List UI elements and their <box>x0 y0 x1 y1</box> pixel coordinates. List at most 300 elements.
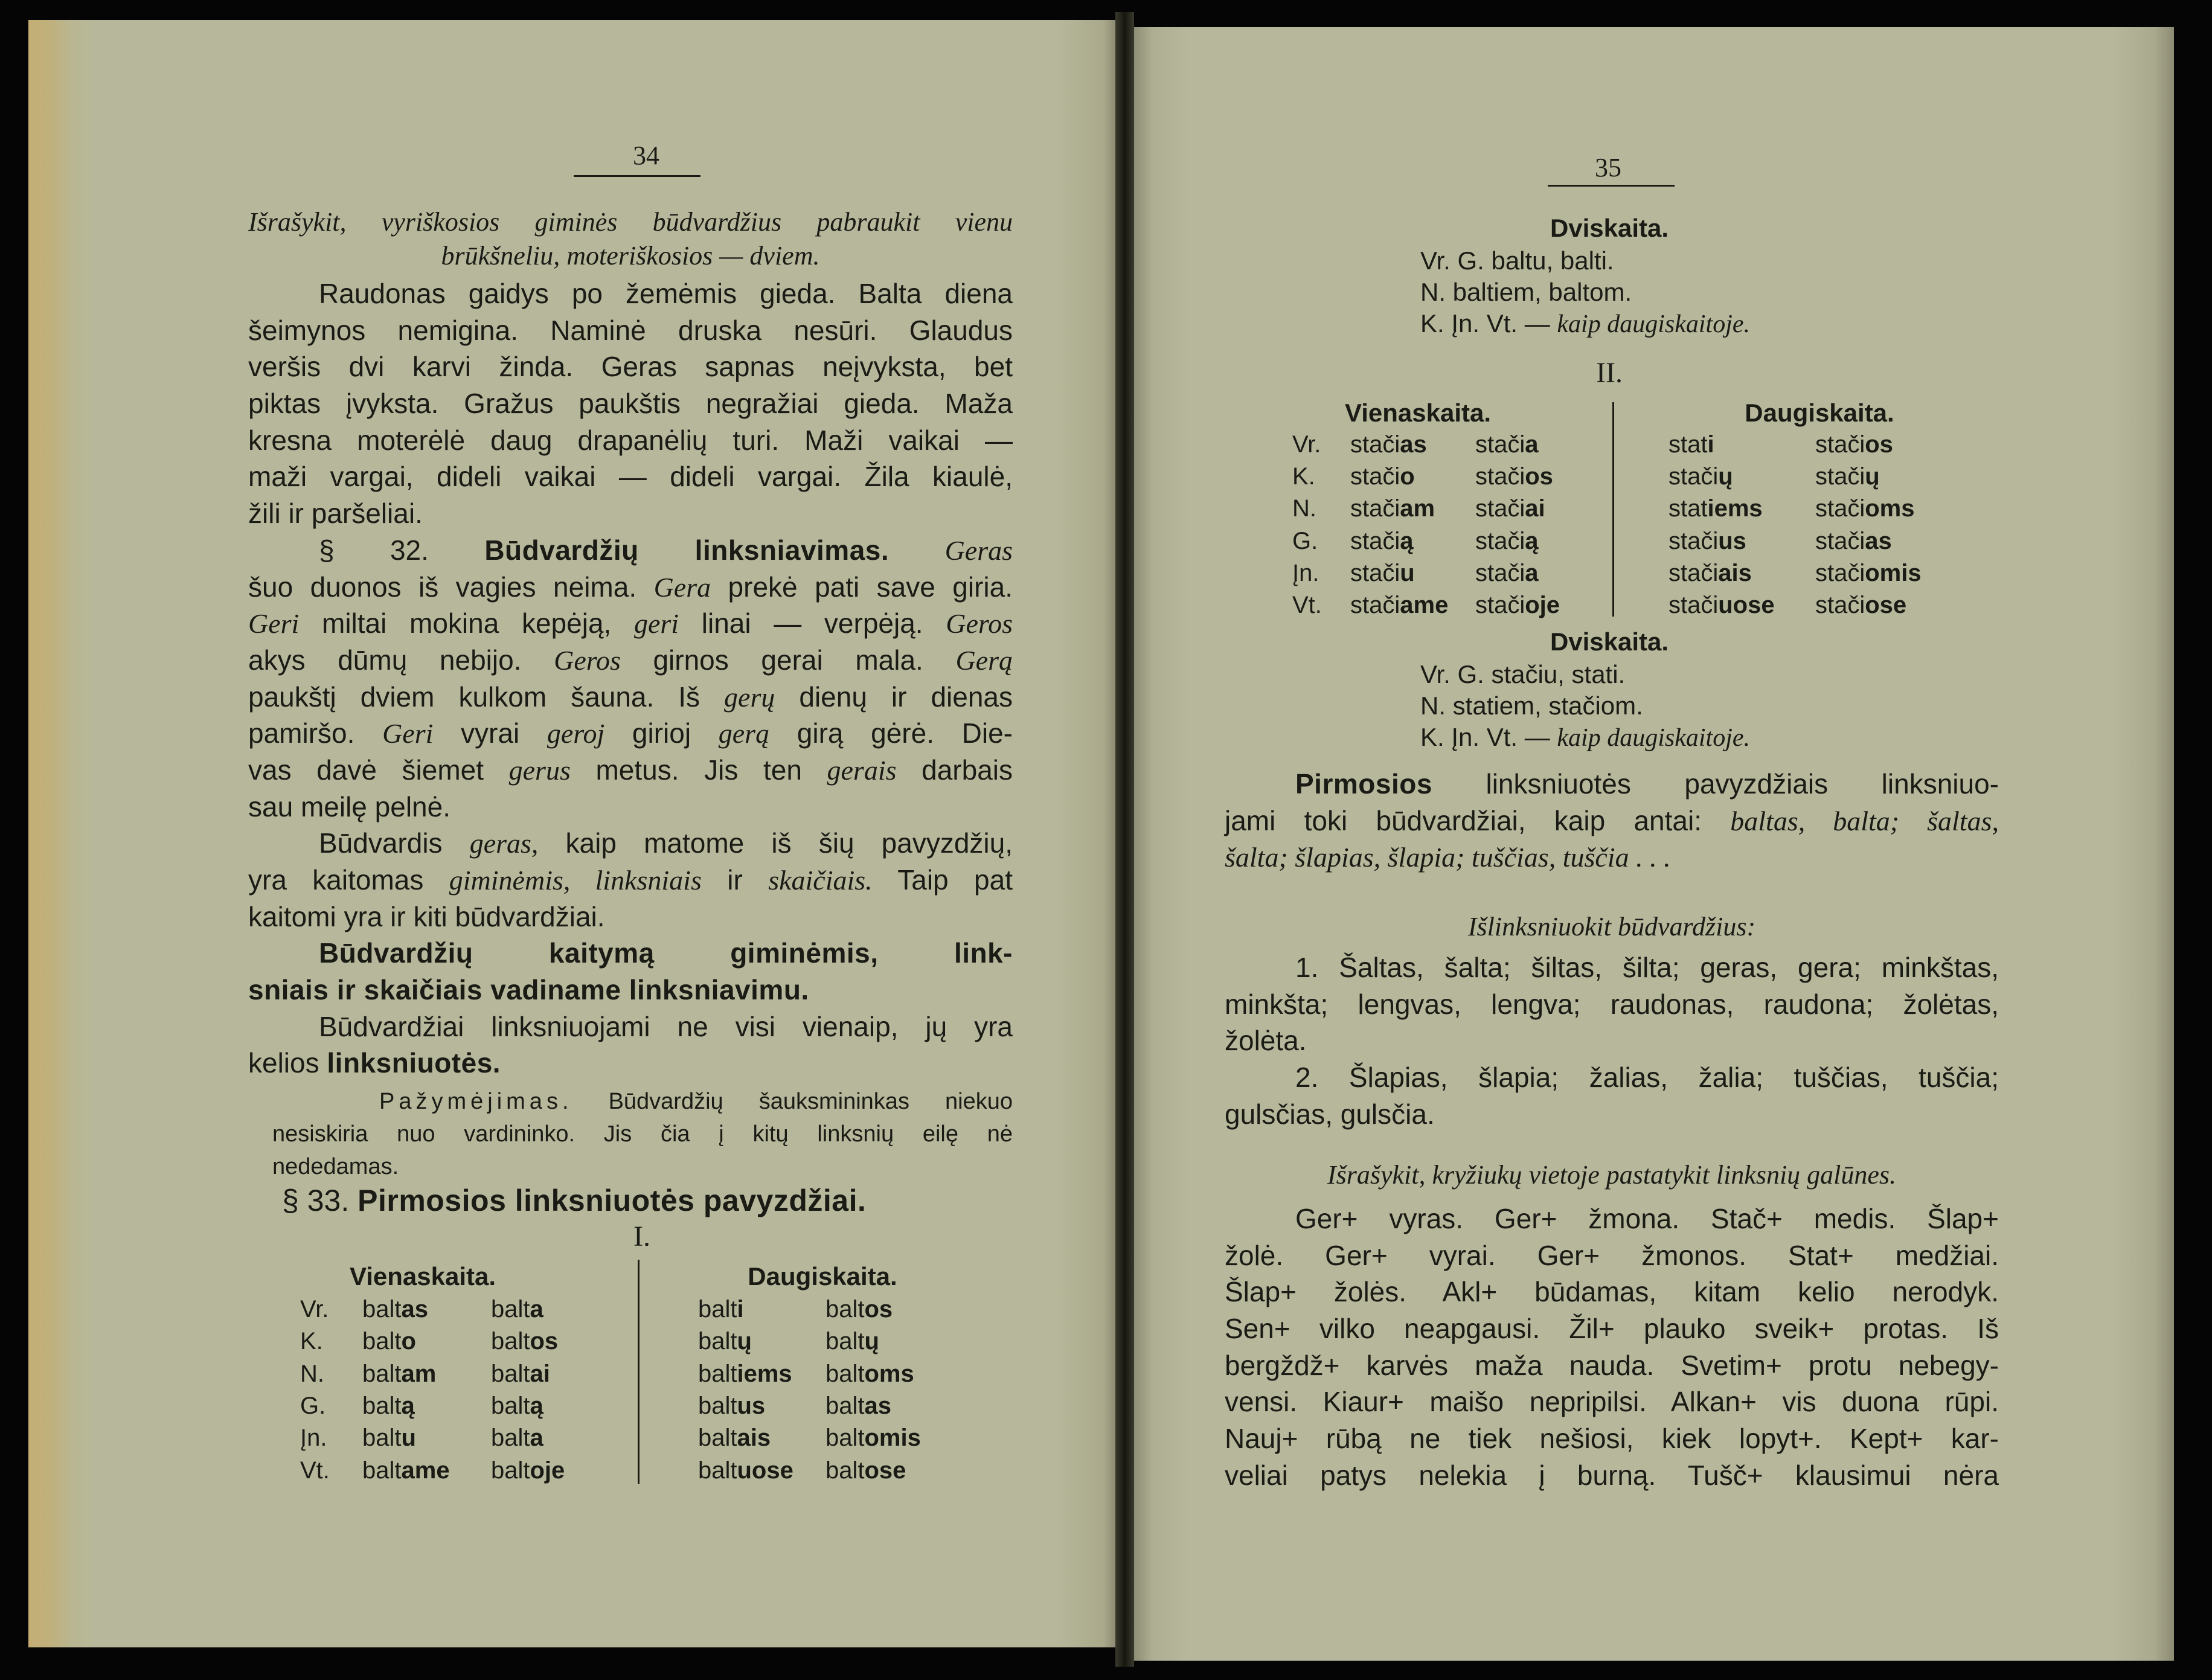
text-line <box>248 972 1013 1008</box>
text-run: 1. Šaltas, šalta; šiltas, šilta; geras, gera; minkštas, <box>1295 952 1999 983</box>
italic-text: gerų <box>724 681 775 713</box>
text-line <box>1225 1420 1999 1457</box>
word-stem: balt <box>825 1392 865 1419</box>
exercise-1-heading: Išlinksniuokit būdvardžius: <box>1467 912 1756 941</box>
word-ending: i <box>1707 431 1714 458</box>
text-line <box>272 1118 1013 1150</box>
declension-form <box>698 1389 765 1423</box>
text-run: akys dūmų nebijo. <box>248 644 554 676</box>
word-ending: os <box>1525 463 1553 490</box>
text-run: Ger+ vyras. Ger+ žmona. Stač+ medis. Šlap+ <box>1295 1203 1999 1234</box>
declension-form <box>1350 428 1427 461</box>
italic-text: giminėmis, linksniais <box>449 865 702 896</box>
text-line <box>1225 1201 1999 1237</box>
text-run: šeimynos nemigina. Naminė druska nesūri. Glaudus <box>248 314 1013 346</box>
dual-line: N. statiem, stačiom. <box>1420 691 1643 720</box>
word-stem: balt <box>491 1360 530 1387</box>
table-roman-numeral: I. <box>633 1220 650 1252</box>
word-stem: stači <box>1350 527 1400 554</box>
declension-form <box>698 1292 744 1326</box>
exercise-2-heading: Išrašykit, kryžiukų vietoje pastatykit linksnių galūnes. <box>1327 1160 1897 1190</box>
dual-line: Vr. G. baltu, balti. <box>1420 246 1614 275</box>
text-line <box>248 642 1013 679</box>
dual-line <box>1420 308 1750 340</box>
bold-text: linksniuotės. <box>327 1047 501 1079</box>
word-stem: stači <box>1669 527 1719 554</box>
singular-heading: Vienaskaita. <box>1344 399 1492 427</box>
text-run: veliai patys nelekia į burną. Tušč+ klausimui nėra <box>1225 1459 1999 1491</box>
italic-text: kaip daugiskaitoje. <box>1557 310 1751 338</box>
text-run: nesiskiria nuo vardininko. Jis čia į kitų linksnių eilę nė <box>272 1121 1013 1147</box>
italic-text: Išrašykit, vyriškosios giminės būdvardžius pabraukit vienu <box>248 207 1013 237</box>
text-line <box>248 312 1013 349</box>
text-line <box>1225 986 1999 1023</box>
text-run: metus. Jis ten <box>570 754 827 786</box>
word-ending: oms <box>1865 495 1915 522</box>
word-ending: omis <box>864 1425 921 1452</box>
word-stem: stači <box>1350 592 1400 618</box>
text-run: gulsčias, gulsčia. <box>1225 1098 1435 1130</box>
table-roman-numeral: II. <box>1596 357 1623 389</box>
dual-line: Vr. G. stačiu, stati. <box>1420 660 1626 688</box>
word-ending: u <box>401 1425 416 1452</box>
declension-form <box>362 1357 436 1391</box>
text-run: Būdvardžių šauksmininkas niekuo <box>572 1089 1013 1114</box>
italic-text: brūkšneliu, moteriškosios — dviem. <box>441 241 820 271</box>
word-ending: ame <box>1400 592 1449 618</box>
section-33-heading <box>282 1182 866 1219</box>
text-line <box>272 1085 1013 1118</box>
plural-heading: Daugiskaita. <box>1745 399 1894 427</box>
declension-form <box>698 1454 793 1487</box>
text-run: pamiršo. <box>248 717 383 749</box>
declension-form <box>362 1292 428 1326</box>
italic-text: kaip daugiskaitoje. <box>1557 724 1751 752</box>
word-stem: stači <box>1815 559 1865 586</box>
text-line <box>248 569 1013 606</box>
declension-form <box>1475 460 1553 493</box>
case-label: G. <box>300 1392 326 1419</box>
word-ending: ais <box>737 1425 771 1452</box>
declension-form <box>1350 524 1414 558</box>
bold-text: Pirmosios <box>1295 768 1432 800</box>
text-line <box>248 789 1013 826</box>
text-run: Nauj+ rūbą ne tiek nešiosi, kiek lopyt+. Kept+ kar- <box>1225 1423 1999 1455</box>
word-stem: balt <box>825 1425 865 1452</box>
word-stem: stači <box>1475 431 1525 458</box>
declension-form <box>1350 460 1415 493</box>
declension-form <box>491 1454 565 1487</box>
word-stem: stači <box>1350 495 1400 522</box>
word-stem: balt <box>698 1296 737 1323</box>
word-stem: stači <box>1350 431 1400 458</box>
declension-form <box>825 1357 914 1391</box>
text-line <box>248 679 1013 716</box>
word-stem: stači <box>1669 463 1719 490</box>
text-run: linai — verpėją. <box>679 608 946 640</box>
exercise-1-text <box>1225 949 1999 1132</box>
word-stem: balt <box>491 1425 530 1452</box>
italic-text: geras, <box>469 828 539 859</box>
italic-text: Geri <box>382 718 434 749</box>
word-ending: ų <box>864 1328 879 1355</box>
word-ending: a <box>1525 431 1539 458</box>
word-stem: stači <box>1475 495 1525 522</box>
text-line <box>248 935 1013 972</box>
word-ending: ų <box>737 1328 752 1355</box>
word-ending: us <box>737 1392 766 1419</box>
text-line <box>248 899 1013 935</box>
text-line <box>1225 1274 1999 1310</box>
declension-form <box>1815 428 1893 461</box>
declension-form <box>362 1421 416 1455</box>
word-stem: stači <box>1475 463 1525 490</box>
declension-form <box>825 1454 906 1487</box>
declension-form <box>1669 588 1775 622</box>
declension-form <box>1475 524 1539 558</box>
bold-text: Būdvardžių linksniavimas. <box>484 534 890 566</box>
note-paragraph <box>272 1085 1013 1183</box>
text-run: maži vargai, dideli vaikai — dideli vargai. Žila kiaulė, <box>248 461 1013 493</box>
exercise-instruction <box>248 205 1013 273</box>
section-number: § 33. <box>282 1184 350 1217</box>
page-number-rule <box>574 175 700 177</box>
declension-form <box>1815 588 1906 622</box>
declension-form <box>825 1292 893 1326</box>
word-ending: ą <box>1400 527 1414 554</box>
text-run: dienų ir dienas <box>775 681 1013 713</box>
text-run: bergždž+ karvės maža nauda. Svetim+ protu nebegy- <box>1225 1349 1999 1381</box>
text-line <box>1225 949 1999 986</box>
word-ending: am <box>401 1360 437 1387</box>
word-stem: balt <box>698 1425 737 1452</box>
spaced-text: Pažymėjimas. <box>379 1089 573 1114</box>
text-run: kaitomi yra ir kiti būdvardžiai. <box>248 900 605 932</box>
text-line <box>1225 1096 1999 1133</box>
text-run: kelios <box>248 1047 327 1079</box>
word-ending: omis <box>1865 559 1922 586</box>
word-stem: balt <box>825 1328 865 1355</box>
word-ending: iems <box>737 1360 792 1387</box>
declension-form <box>1350 588 1448 622</box>
word-stem: balt <box>698 1360 737 1387</box>
italic-text: gerus <box>508 754 571 786</box>
text-run: piktas įvyksta. Gražus paukštis negražiai gieda. Maža <box>248 388 1013 420</box>
text-run: minkšta; lengvas, lengva; raudonas, raudona; žolėtas, <box>1225 988 1999 1020</box>
declension-form <box>1669 524 1746 558</box>
word-ending: oms <box>864 1360 914 1387</box>
text-run: miltai mokina kepėją, <box>299 608 634 640</box>
text-run: Taip pat <box>872 864 1013 896</box>
italic-text: Geri <box>248 608 300 640</box>
word-stem: stači <box>1815 592 1865 618</box>
declension-form <box>491 1357 550 1391</box>
text-line <box>1225 1383 1999 1420</box>
word-stem: balt <box>491 1296 530 1323</box>
declension-form <box>1475 556 1539 590</box>
word-ending: ą <box>1525 527 1539 554</box>
text-line <box>272 1150 1013 1183</box>
italic-text: Geros <box>554 644 621 676</box>
word-stem: stači <box>1669 592 1719 618</box>
word-stem: stači <box>1350 559 1400 586</box>
declension-form <box>698 1324 752 1358</box>
bold-text: sniais ir skaičiais vadiname linksniavimu. <box>248 974 809 1006</box>
word-ending: as <box>401 1296 428 1323</box>
text-line <box>1225 839 1999 876</box>
declension-form <box>1350 556 1415 590</box>
word-ending: ame <box>401 1457 450 1484</box>
text-run: Būdvardis <box>319 827 470 859</box>
left-body-text <box>248 275 1013 1082</box>
plural-heading: Daugiskaita. <box>748 1262 897 1290</box>
word-ending: ą <box>530 1392 543 1419</box>
word-stem: balt <box>362 1457 402 1484</box>
word-ending: ose <box>1865 592 1907 618</box>
text-run: yra kaitomas <box>248 864 449 896</box>
text-line <box>248 715 1013 752</box>
declension-form <box>491 1389 543 1423</box>
declension-form <box>1475 492 1545 525</box>
singular-heading: Vienaskaita. <box>349 1262 496 1290</box>
word-ending: ose <box>864 1457 906 1484</box>
text-run: veršis dvi karvi žinda. Geras sapnas neįvyksta, bet <box>248 351 1013 383</box>
word-stem: stači <box>1475 527 1525 554</box>
case-label: N. <box>1292 495 1316 522</box>
word-ending: ų <box>1718 463 1733 490</box>
case-label: K. <box>300 1328 323 1355</box>
italic-text: Gera <box>653 571 711 603</box>
word-ending: ai <box>530 1360 550 1387</box>
word-ending: uose <box>737 1457 793 1484</box>
word-stem: balt <box>362 1425 402 1452</box>
text-run: girnos gerai mala. <box>620 644 956 676</box>
text-run: Raudonas gaidys po žemėmis gieda. Balta diena <box>319 278 1013 309</box>
table-divider <box>1612 402 1614 617</box>
text-line <box>1225 1310 1999 1347</box>
word-ending: os <box>530 1328 559 1355</box>
word-ending: am <box>1400 495 1435 522</box>
text-run: vyrai <box>433 717 547 749</box>
declension-form <box>362 1389 415 1423</box>
text-run: jami toki būdvardžiai, kaip antai: <box>1225 804 1731 836</box>
case-label: Vr. <box>1292 431 1321 458</box>
word-stem: stači <box>1475 559 1525 586</box>
case-label: Įn. <box>1292 559 1319 586</box>
text-run: ir <box>701 864 769 896</box>
text-run: sau meilę pelnė. <box>248 790 450 822</box>
text-line <box>1225 1237 1999 1274</box>
text-run: 2. Šlapias, šlapia; žalias, žalia; tuščias, tuščia; <box>1295 1062 1999 1094</box>
dual-heading: Dviskaita. <box>1550 627 1669 656</box>
case-label: Vr. <box>300 1296 329 1323</box>
declension-form <box>491 1292 543 1326</box>
declension-form <box>698 1357 792 1391</box>
page-number-rule <box>1548 185 1675 187</box>
word-ending: uose <box>1718 592 1775 618</box>
text-run: girioj <box>604 717 719 749</box>
word-stem: stači <box>1815 527 1865 554</box>
text-line <box>248 239 1013 273</box>
text-line <box>1225 1347 1999 1384</box>
word-ending: oje <box>530 1457 565 1484</box>
text-line <box>248 422 1013 459</box>
text-line <box>248 495 1013 532</box>
italic-text: Geras <box>944 534 1013 566</box>
word-ending: os <box>864 1296 893 1323</box>
text-line <box>248 458 1013 495</box>
word-ending: a <box>1525 559 1539 586</box>
word-ending: os <box>1865 431 1893 458</box>
word-stem: balt <box>362 1360 402 1387</box>
declension-form <box>1815 556 1922 590</box>
text-run: darbais <box>896 754 1013 786</box>
intro-paragraph <box>1225 766 1999 876</box>
italic-text: baltas, balta; šaltas, <box>1730 805 1999 836</box>
word-stem: balt <box>825 1296 865 1323</box>
word-stem: balt <box>698 1392 737 1419</box>
declension-form <box>825 1421 921 1455</box>
word-ending: a <box>530 1296 543 1323</box>
word-stem: balt <box>491 1457 530 1484</box>
page-number-left: 34 <box>633 141 659 170</box>
text-run: § 32. <box>319 534 485 566</box>
word-stem: balt <box>362 1328 402 1355</box>
word-stem: stači <box>1815 431 1865 458</box>
table-divider <box>638 1260 640 1484</box>
declension-form <box>1475 428 1539 461</box>
dual-heading: Dviskaita. <box>1550 214 1669 242</box>
word-ending: as <box>1400 431 1427 458</box>
text-run: žili ir paršeliai. <box>248 498 423 530</box>
section-title: Pirmosios linksniuotės pavyzdžiai. <box>357 1184 867 1217</box>
text-line <box>248 605 1013 642</box>
declension-form <box>491 1324 558 1358</box>
italic-text: Geros <box>946 608 1013 640</box>
word-stem: balt <box>698 1328 737 1355</box>
italic-text: skaičiais. <box>768 865 873 896</box>
text-line <box>248 532 1013 569</box>
word-ending: us <box>1718 527 1746 554</box>
word-stem: balt <box>825 1457 865 1484</box>
declension-form <box>1669 556 1752 590</box>
word-ending: o <box>401 1328 416 1355</box>
text-run: prekė pati save giria. <box>711 571 1013 603</box>
text-line <box>248 1008 1013 1045</box>
word-ending: a <box>530 1425 543 1452</box>
text-line <box>248 348 1013 385</box>
bold-text: Būdvardžių kaitymą giminėmis, link- <box>319 937 1013 969</box>
text-run: kaip matome iš šių pavyzdžių, <box>538 827 1013 859</box>
word-stem: balt <box>698 1457 737 1484</box>
text-line <box>248 1045 1013 1082</box>
page-number-right: 35 <box>1595 153 1621 182</box>
declension-form <box>362 1454 450 1487</box>
word-stem: balt <box>491 1328 530 1355</box>
case-label: N. <box>300 1360 324 1387</box>
text-line <box>1225 766 1999 803</box>
italic-text: gerais <box>827 754 897 786</box>
word-stem: balt <box>362 1392 402 1419</box>
text-line <box>248 752 1013 789</box>
dual-line: N. baltiem, baltom. <box>1420 278 1632 306</box>
word-stem: stači <box>1815 463 1865 490</box>
text-run: paukštį dviem kulkom šauna. Iš <box>248 681 725 713</box>
text-line <box>1225 1022 1999 1059</box>
book-gutter <box>1115 12 1134 1667</box>
text-run: žolė. Ger+ vyrai. Ger+ žmonos. Stat+ medžiai. <box>1225 1239 1999 1271</box>
text-run: K. Įn. Vt. — <box>1420 309 1557 338</box>
word-stem: stači <box>1350 463 1400 490</box>
declension-form <box>1475 588 1560 622</box>
case-label: G. <box>1292 527 1318 554</box>
word-ending: as <box>864 1392 891 1419</box>
text-run: linksniuotės pavyzdžiais linksniuo- <box>1432 768 1999 800</box>
declension-form <box>825 1324 879 1358</box>
word-ending: o <box>1400 463 1415 490</box>
italic-text: šalta; šlapias, šlapia; tuščias, tuščia . . . <box>1225 842 1671 873</box>
word-stem: stači <box>1669 559 1719 586</box>
word-ending: i <box>737 1296 744 1323</box>
text-line <box>1225 803 1999 839</box>
text-line <box>248 862 1013 899</box>
word-ending: as <box>1865 527 1892 554</box>
dual-line <box>1420 722 1750 754</box>
text-run: Šlap+ žolės. Akl+ būdamas, kitam kelio nerodyk. <box>1225 1276 1999 1308</box>
exercise-2-text <box>1225 1201 1999 1494</box>
word-stem: stači <box>1475 592 1525 618</box>
word-stem: balt <box>491 1392 530 1419</box>
italic-text: geroj <box>547 718 605 749</box>
case-label: K. <box>1292 463 1315 490</box>
word-stem: stat <box>1669 431 1708 458</box>
declension-form <box>1815 460 1880 493</box>
text-run: vas davė šiemet <box>248 754 509 786</box>
text-line <box>248 385 1013 422</box>
text-run: K. Įn. Vt. — <box>1420 723 1557 751</box>
word-ending: ai <box>1525 495 1545 522</box>
word-stem: stat <box>1669 495 1708 522</box>
declension-form <box>491 1421 543 1455</box>
declension-form <box>698 1421 771 1455</box>
text-line <box>1225 1457 1999 1494</box>
declension-form <box>1669 428 1714 461</box>
declension-form <box>1350 492 1435 525</box>
word-stem: stači <box>1815 495 1865 522</box>
italic-text: Gerą <box>955 644 1013 676</box>
word-ending: iems <box>1707 495 1763 522</box>
word-ending: ų <box>1865 463 1880 490</box>
italic-text: gerą <box>718 718 770 749</box>
word-stem: balt <box>825 1360 865 1387</box>
declension-form <box>362 1324 416 1358</box>
text-line <box>248 275 1013 312</box>
text-run <box>889 534 944 566</box>
word-ending: oje <box>1525 592 1560 618</box>
word-ending: u <box>1400 559 1415 586</box>
word-ending: ą <box>401 1392 415 1419</box>
italic-text: geri <box>633 608 679 640</box>
declension-form <box>1669 460 1733 493</box>
text-run: Sen+ vilko neapgausi. Žil+ plauko sveik+ protas. Iš <box>1225 1313 1999 1345</box>
text-run: kresna moterėlė daug drapanėlių turi. Maži vaikai — <box>248 424 1013 456</box>
text-line <box>1225 1059 1999 1096</box>
declension-form <box>1815 492 1915 525</box>
text-run: žolėta. <box>1225 1025 1307 1057</box>
text-run: vensi. Kiaur+ maišo nepripilsi. Alkan+ vis duona rūpi. <box>1225 1386 1999 1418</box>
text-line <box>248 825 1013 862</box>
declension-form <box>825 1389 891 1423</box>
